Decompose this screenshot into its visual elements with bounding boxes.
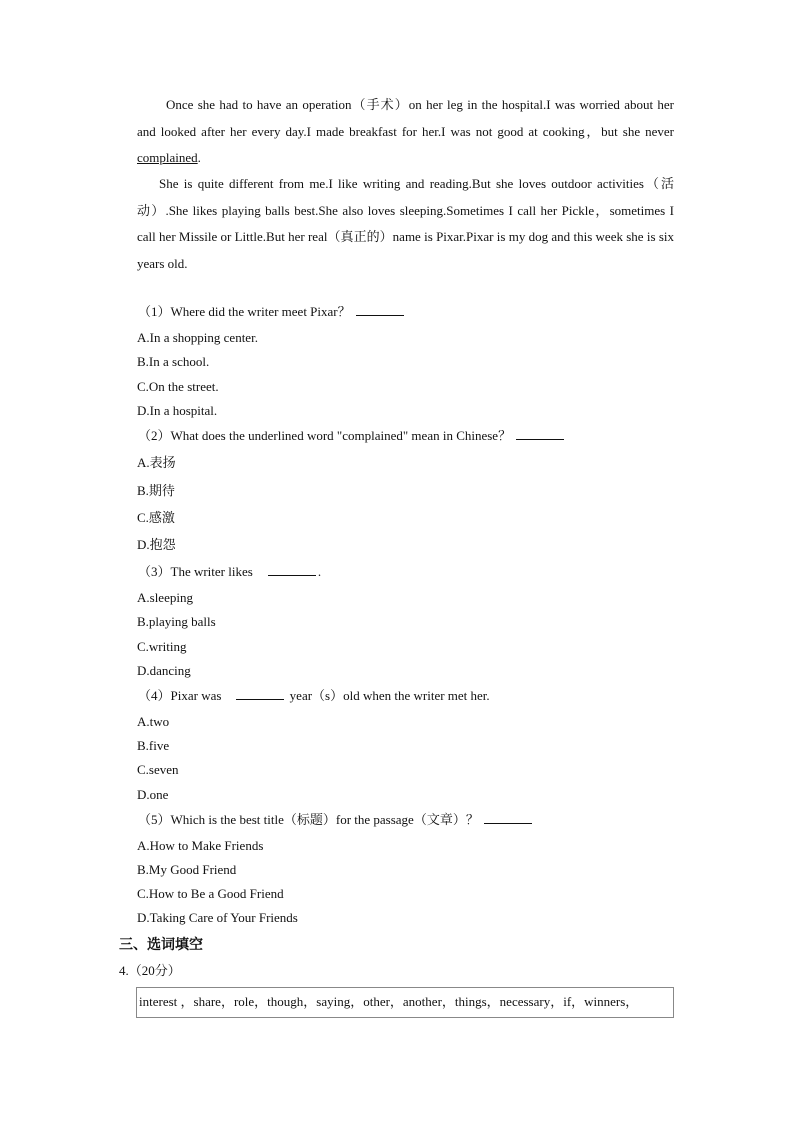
question-4-option-b: B.five [137,738,170,753]
question-2-option-a: A.表扬 [137,455,176,470]
answer-blank-4[interactable] [236,685,284,700]
question-4-option-c: C.seven [137,762,179,777]
passage-paragraph-1: Once she had to have an operation（手术）on her leg in the hospital.I was worried about her and looked after her every day.I made breakfast for her.I was not good at cooking，but she never complained. [137,97,674,165]
question-1-option-a: A.In a shopping center. [137,330,258,345]
question-4-option-a: A.two [137,714,170,729]
question-2-option-c: C.感激 [137,510,175,525]
answer-blank-5[interactable] [484,809,532,824]
question-4-option-d: D.one [137,787,169,802]
question-2-stem: （2）What does the underlined word "complained" mean in Chinese？ [138,424,698,448]
question-1-option-d: D.In a hospital. [137,403,218,418]
reading-passage-2 [137,171,674,277]
answer-blank-3[interactable] [268,561,316,576]
underlined-word-complained: complained [137,150,198,165]
question-3-option-c: C.writing [137,639,187,654]
question-5-option-d: D.Taking Care of Your Friends [137,910,298,925]
reading-passage [137,92,674,172]
question-1-option-c: C.On the street. [137,379,219,394]
question-5-stem: （5）Which is the best title（标题）for the passage（文章）？ [138,808,698,832]
answer-blank-2[interactable] [516,425,564,440]
question-3-stem: （3）The writer likes . [138,560,698,584]
question-5-option-c: C.How to Be a Good Friend [137,886,284,901]
section-title: 三、选词填空 [119,937,203,953]
question-4-stem: （4）Pixar was year（s）old when the writer met her. [138,684,698,708]
question-2-option-d: D.抱怨 [137,537,176,552]
word-bank-box: interest ，share，role，though，saying，other，another，things，necessary，if，winners， [136,987,674,1018]
question-5-option-a: A.How to Make Friends [137,838,264,853]
question-2-option-b: B.期待 [137,483,175,498]
question-3-option-d: D.dancing [137,663,191,678]
question-5-option-b: B.My Good Friend [137,862,237,877]
question-3-option-a: A.sleeping [137,590,193,605]
question-1-stem: （1）Where did the writer meet Pixar？ [138,300,698,324]
question-1-option-b: B.In a school. [137,354,210,369]
question-number: 4.（20分） [119,963,181,978]
answer-blank-1[interactable] [356,301,404,316]
question-3-option-b: B.playing balls [137,614,216,629]
passage-paragraph-2: She is quite different from me.I like writing and reading.But she loves outdoor activities（活动）.She likes playing balls best.She also loves sleeping.Sometimes I call her Pickle，sometimes I call her Missile or Little.But her real（真正的）name is Pixar.Pixar is my dog and this week she is six years old. [137,176,674,271]
